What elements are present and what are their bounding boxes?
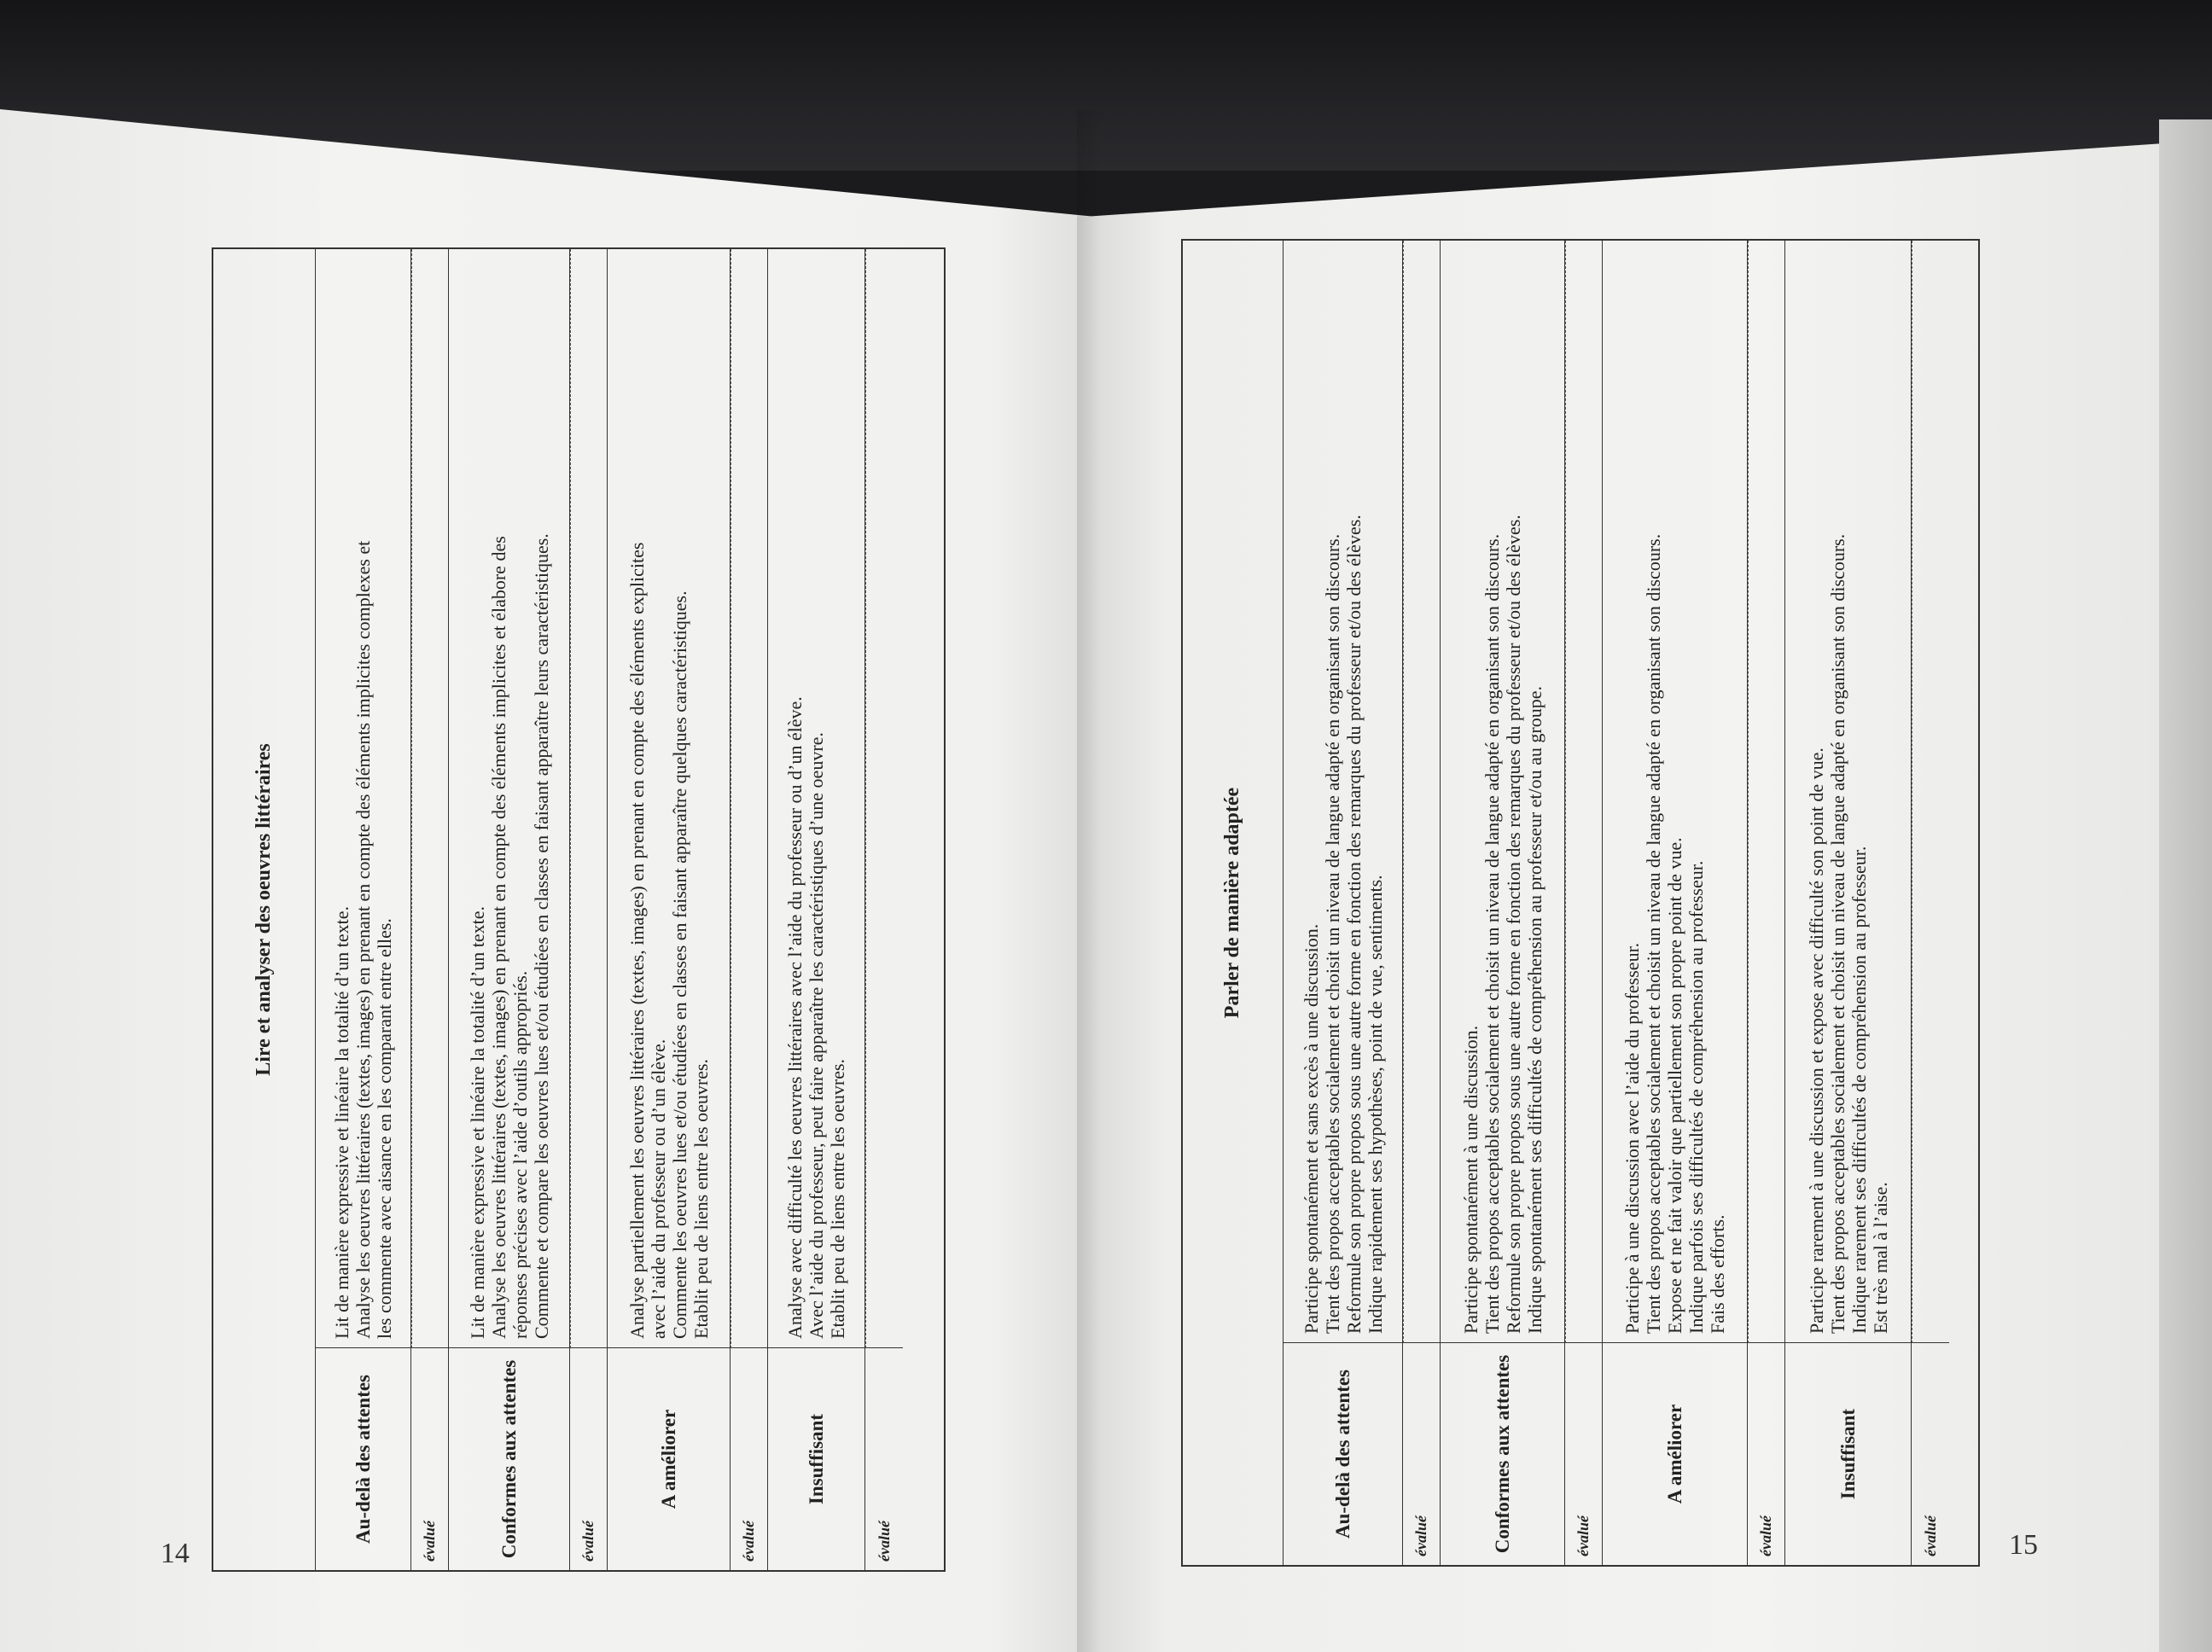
evaluation-row <box>731 249 768 1570</box>
rubric-level-label: Conformes aux attentes <box>498 1359 520 1559</box>
evaluation-box <box>865 249 903 1348</box>
rubric-row <box>1284 241 1403 1565</box>
page-edges <box>2159 119 2212 1652</box>
description-line: réponses précises avec l’aide d’outils appropriés. <box>509 970 531 1339</box>
evaluation-label: évalué <box>579 1521 597 1562</box>
rubric-row <box>608 249 731 1570</box>
rubric-description <box>1603 241 1747 1343</box>
rubric-description <box>449 249 569 1348</box>
evaluation-box <box>411 249 448 1348</box>
right-rubric-table <box>1181 239 1980 1567</box>
description-line: Tient des propos acceptables socialement et choisit un niveau de langue adapté en organisant son discours. <box>1826 533 1848 1334</box>
description-line: Analyse avec difficulté les oeuvres littéraires avec l’aide du professeur ou d’un élève. <box>784 696 806 1339</box>
rubric-level-label: Au-delà des attentes <box>352 1374 374 1544</box>
evaluation-label: évalué <box>421 1521 438 1562</box>
description-line: Indique parfois ses difficultés de compréhension au professeur. <box>1685 860 1707 1334</box>
description-line: les commente avec aisance en les comparant entre elles. <box>374 918 395 1339</box>
description-line: Participe à une discussion avec l’aide du professeur. <box>1621 942 1643 1334</box>
rubric-description <box>608 249 730 1348</box>
description-line: Participe rarement à une discussion et expose avec difficulté son point de vue. <box>1805 747 1827 1334</box>
book-gutter <box>1077 109 1101 1652</box>
description-line: Tient des propos acceptables socialement et choisit un niveau de langue adapté en organisant son discours. <box>1481 533 1503 1334</box>
evaluation-box <box>1403 241 1440 1343</box>
evaluation-box <box>570 249 607 1348</box>
rubric-level-label: Insuffisant <box>1837 1408 1859 1500</box>
evaluation-row <box>411 249 449 1570</box>
rubric-row <box>1785 241 1912 1565</box>
description-line: Tient des propos acceptables socialement et choisit un niveau de langue adapté en organisant son discours. <box>1321 533 1343 1334</box>
left-rubric-table <box>212 247 946 1572</box>
description-line: Etablit peu de liens entre les oeuvres. <box>690 1058 712 1339</box>
evaluation-row <box>1565 241 1603 1565</box>
evaluation-box <box>1565 241 1602 1343</box>
description-line: Reformule son propre propos sous une autre forme en fonction des remarques du professeur et/ou des élèves. <box>1342 515 1365 1334</box>
evaluation-row <box>1748 241 1785 1565</box>
description-line: Avec l’aide du professeur, peut faire apparaître les caractéristiques d’une oeuvre. <box>806 732 827 1339</box>
description-line: avec l’aide du professeur ou d’un élève. <box>647 1038 669 1339</box>
evaluation-row <box>1912 241 1949 1565</box>
description-line: Indique rarement ses difficultés de compréhension au professeur. <box>1848 846 1870 1334</box>
description-line: Lit de manière expressive et linéaire la totalité d’un texte. <box>466 905 488 1339</box>
evaluation-label: évalué <box>1412 1515 1429 1556</box>
rubric-description <box>1785 241 1911 1343</box>
description-line: Participe spontanément à une discussion. <box>1459 1025 1481 1334</box>
rubric-description <box>1284 241 1402 1343</box>
evaluation-label: évalué <box>1757 1515 1774 1556</box>
evaluation-row <box>570 249 608 1570</box>
rubric-description <box>768 249 864 1348</box>
description-line: Commente les oeuvres lues et/ou étudiées en classes en faisant apparaître quelques caractéristiques. <box>668 590 690 1339</box>
rubric-row <box>449 249 570 1570</box>
description-line: Etablit peu de liens entre les oeuvres. <box>827 1058 848 1339</box>
description-line: Participe spontanément et sans excès à une discussion. <box>1300 923 1322 1334</box>
description-line: Lit de manière expressive et linéaire la totalité d’un texte. <box>331 905 352 1339</box>
evaluation-label: évalué <box>1921 1515 1939 1556</box>
description-line: Reformule son propre propos sous une autre forme en fonction des remarques du professeur et/ou des élèves. <box>1502 515 1524 1334</box>
table-title: Lire et analyser des oeuvres littéraires <box>213 249 316 1570</box>
rubric-level-label: A améliorer <box>657 1409 679 1509</box>
evaluation-box <box>1912 241 1949 1343</box>
description-line: Indique spontanément ses difficultés de compréhension au professeur et/ou au groupe. <box>1523 686 1545 1334</box>
description-line: Fais des efforts. <box>1707 1214 1728 1334</box>
table-title: Parler de manière adaptée <box>1183 241 1284 1565</box>
evaluation-label: évalué <box>1575 1515 1592 1556</box>
rubric-row <box>1603 241 1748 1565</box>
description-line: Tient des propos acceptables socialement et choisit un niveau de langue adapté en organisant son discours. <box>1643 533 1664 1334</box>
description-line: Expose et ne fait valoir que partiellement son propre point de vue. <box>1664 837 1685 1334</box>
rubric-row <box>1441 241 1565 1565</box>
evaluation-label: évalué <box>875 1521 893 1562</box>
evaluation-label: évalué <box>740 1521 757 1562</box>
rubric-level-label: Au-delà des attentes <box>1331 1369 1353 1539</box>
description-line: Est très mal à l’aise. <box>1869 1182 1891 1334</box>
rubric-level-label: Conformes aux attentes <box>1491 1354 1513 1554</box>
rubric-row <box>768 249 865 1570</box>
evaluation-row <box>1403 241 1441 1565</box>
evaluation-box <box>731 249 767 1348</box>
rubric-description <box>316 249 410 1348</box>
page-number-left: 14 <box>160 1538 189 1569</box>
page-number-right: 15 <box>2009 1529 2038 1561</box>
rubric-level-label: A améliorer <box>1663 1404 1685 1504</box>
rubric-description <box>1441 241 1564 1343</box>
description-line: Indique rapidement ses hypothèses, point de vue, sentiments. <box>1364 875 1386 1334</box>
evaluation-row <box>865 249 903 1570</box>
evaluation-box <box>1748 241 1784 1343</box>
description-line: Commente et compare les oeuvres lues et/ou étudiées en classes en faisant apparaître leurs caractéristiques. <box>530 533 552 1339</box>
description-line: Analyse les oeuvres littéraires (textes, images) en prenant en compte des éléments implicites complexes et <box>352 540 374 1339</box>
description-line: Analyse les oeuvres littéraires (textes, images) en prenant en compte des éléments implicites et élabore des <box>487 536 509 1339</box>
rubric-level-label: Insuffisant <box>805 1413 827 1505</box>
description-line: Analyse partiellement les oeuvres littéraires (textes, images) en prenant en compte des éléments explicites <box>626 542 648 1339</box>
rubric-row <box>316 249 411 1570</box>
